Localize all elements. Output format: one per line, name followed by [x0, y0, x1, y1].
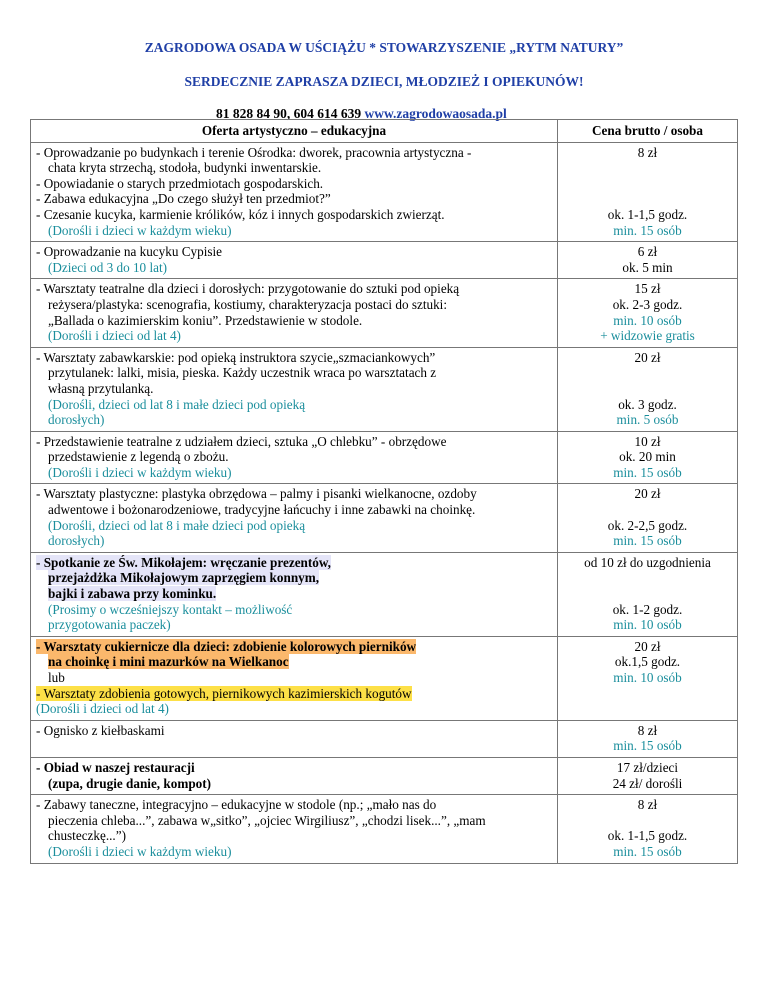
audience-note: (Dorośli i dzieci od lat 4) — [36, 701, 169, 717]
price-value: 8 zł — [637, 144, 658, 160]
price-value: 6 zł — [637, 244, 658, 260]
min-group: min. 15 osób — [613, 843, 682, 859]
price-value: 20 zł — [634, 638, 661, 654]
audience-note: dorosłych) — [48, 412, 105, 428]
offer-column-header: Oferta artystyczno – edukacyjna — [31, 120, 558, 143]
description-line: przejażdżka Mikołajowym zaprzęgiem konnym, — [48, 570, 320, 586]
offer-price — [558, 484, 738, 552]
offer-price — [558, 636, 738, 720]
min-group: min. 10 osób — [613, 617, 682, 633]
audience-note: (Dorośli, dzieci od lat 8 i małe dzieci pod opieką — [48, 396, 306, 412]
description-line: reżysera/plastyka: scenografia, kostiumy, charakteryzacja postaci do sztuki: — [48, 296, 448, 312]
duration: ok. 1-1,5 godz. — [607, 206, 688, 222]
offer-description — [31, 636, 558, 720]
description-line: - Przedstawienie teatralne z udziałem dzieci, sztuka „O chlebku” - obrzędowe — [36, 433, 447, 449]
audience-note: (Prosimy o wcześniejszy kontakt – możliwość — [48, 601, 293, 617]
duration: ok. 2-2,5 godz. — [607, 517, 688, 533]
offer-price — [558, 242, 738, 279]
audience-note: (Dzieci od 3 do 10 lat) — [48, 259, 168, 275]
price-value: 8 zł — [637, 722, 658, 738]
price-value: 15 zł — [634, 281, 661, 297]
offer-description — [31, 720, 558, 757]
offer-price — [558, 552, 738, 636]
table-row — [31, 757, 738, 794]
offer-price — [558, 279, 738, 347]
min-group: min. 10 osób — [613, 670, 682, 685]
extra-note: + widzowie gratis — [600, 328, 695, 344]
table-row — [31, 279, 738, 347]
description-line: „Ballada o kazimierskim koniu”. Przedstawienie w stodole. — [48, 312, 363, 328]
min-group: min. 15 osób — [613, 533, 682, 549]
table-header-row — [31, 120, 738, 143]
price-value: 17 zł/dzieci — [616, 759, 679, 775]
offer-description — [31, 795, 558, 863]
duration: ok.1,5 godz. — [614, 654, 681, 670]
price-value: 24 zł/ dorośli — [612, 775, 683, 791]
audience-note: (Dorośli i dzieci w każdym wieku) — [48, 843, 232, 859]
description-line: - Warsztaty teatralne dla dzieci i dorosłych: przygotowanie do sztuki pod opieką — [36, 281, 460, 297]
min-group: min. 15 osób — [613, 222, 682, 238]
audience-note: przygotowania paczek) — [48, 617, 171, 633]
audience-note: (Dorośli i dzieci od lat 4) — [48, 328, 181, 344]
offer-table — [30, 119, 738, 864]
table-row — [31, 347, 738, 431]
description-line: własną przytulanką. — [48, 380, 154, 396]
price-value: 10 zł — [634, 433, 661, 449]
description-line: - Ognisko z kiełbaskami — [36, 722, 165, 738]
description-line: - Zabawy taneczne, integracyjno – edukacyjne w stodole (np.; „mało nas do — [36, 797, 437, 813]
description-line: - Oprowadzanie na kucyku Cypisie — [36, 244, 223, 260]
min-group: min. 15 osób — [613, 738, 682, 754]
audience-note: (Dorośli, dzieci od lat 8 i małe dzieci pod opieką — [48, 517, 306, 533]
description-line: - Zabawa edukacyjna „Do czego służył ten przedmiot?” — [36, 191, 331, 207]
duration: ok. 1-1,5 godz. — [607, 828, 688, 844]
offer-price — [558, 431, 738, 484]
duration: ok. 5 min — [622, 259, 673, 275]
duration: ok. 20 min — [619, 449, 676, 465]
offer-description — [31, 757, 558, 794]
description-line: przytulanek: lalki, misia, pieska. Każdy uczestnik wraca po warsztatach z — [48, 365, 437, 381]
offer-description — [31, 279, 558, 347]
description-line: chusteczkę...”) — [48, 828, 126, 844]
description-line: na choinkę i mini mazurków na Wielkanoc — [48, 654, 289, 670]
duration: ok. 1-2 godz. — [612, 601, 683, 617]
description-line: - Warsztaty zdobienia gotowych, piernikowych kazimierskich kogutów — [36, 685, 412, 701]
min-group: min. 5 osób — [616, 412, 679, 428]
price-column-header: Cena brutto / osoba — [558, 120, 738, 143]
table-row — [31, 431, 738, 484]
description-line: pieczenia chleba...”, zabawa w„sitko”, „ojciec Wirgiliusz”, „chodzi lisek...”, „mam — [48, 812, 486, 828]
offer-price — [558, 720, 738, 757]
offer-price — [558, 757, 738, 794]
offer-description — [31, 484, 558, 552]
audience-note: (Dorośli i dzieci w każdym wieku) — [48, 464, 232, 480]
offer-description — [31, 552, 558, 636]
price-value: 20 zł — [634, 486, 661, 502]
duration: ok. 2-3 godz. — [612, 296, 683, 312]
price-value: 8 zł — [637, 797, 658, 813]
offer-description — [31, 431, 558, 484]
offer-description — [31, 242, 558, 279]
table-row — [31, 142, 738, 242]
table-row — [31, 795, 738, 863]
description-line: (zupa, drugie danie, kompot) — [48, 775, 212, 791]
table-row — [31, 720, 738, 757]
offer-price — [558, 142, 738, 242]
description-line: adwentowe i bożonarodzeniowe, tradycyjne łańcuchy i inne zabawki na choinkę. — [48, 502, 476, 518]
description-line: - Warsztaty zabawkarskie: pod opieką instruktora szycie„szmaciankowych” — [36, 349, 436, 365]
min-group: min. 10 osób — [613, 312, 682, 328]
duration: ok. 3 godz. — [618, 396, 677, 412]
offer-description — [31, 347, 558, 431]
description-line: - Spotkanie ze Św. Mikołajem: wręczanie prezentów, — [36, 554, 331, 570]
title-line-2: SERDECZNIE ZAPRASZA DZIECI, MŁODZIEŻ I OPIEKUNÓW! — [184, 74, 584, 89]
description-line: - Obiad w naszej restauracji — [36, 759, 195, 775]
description-line: - Oprowadzanie po budynkach i terenie Ośrodka: dworek, pracownia artystyczna - — [36, 144, 472, 160]
description-line: lub — [48, 670, 65, 685]
price-value: od 10 zł do uzgodnienia — [584, 554, 711, 570]
offer-price — [558, 347, 738, 431]
description-line: przedstawienie z legendą o zbożu. — [48, 449, 229, 465]
table-row — [31, 552, 738, 636]
price-value: 20 zł — [634, 349, 661, 365]
table-row — [31, 484, 738, 552]
audience-note: (Dorośli i dzieci w każdym wieku) — [48, 222, 232, 238]
description-line: - Opowiadanie o starych przedmiotach gospodarskich. — [36, 175, 324, 191]
offer-price — [558, 795, 738, 863]
description-line: - Czesanie kucyka, karmienie królików, kóz i innych gospodarskich zwierząt. — [36, 206, 445, 222]
description-line: bajki i zabawa przy kominku. — [48, 586, 217, 602]
description-line: - Warsztaty cukiernicze dla dzieci: zdobienie kolorowych pierników — [36, 638, 417, 654]
description-line: chata kryta strzechą, stodoła, budynki inwentarskie. — [48, 160, 322, 176]
phone-numbers: 81 828 84 90, 604 614 639 — [216, 106, 365, 121]
description-line: - Warsztaty plastyczne: plastyka obrzędowa – palmy i pisanki wielkanocne, ozdoby — [36, 486, 477, 502]
audience-note: dorosłych) — [48, 533, 105, 549]
offer-description — [31, 142, 558, 242]
website-link[interactable]: www.zagrodowaosada.pl — [364, 106, 507, 121]
min-group: min. 15 osób — [613, 464, 682, 480]
table-row — [31, 636, 738, 720]
table-row — [31, 242, 738, 279]
title-line-1: ZAGRODOWA OSADA W UŚCIĄŻU * STOWARZYSZENIE „RYTM NATURY” — [144, 40, 624, 55]
